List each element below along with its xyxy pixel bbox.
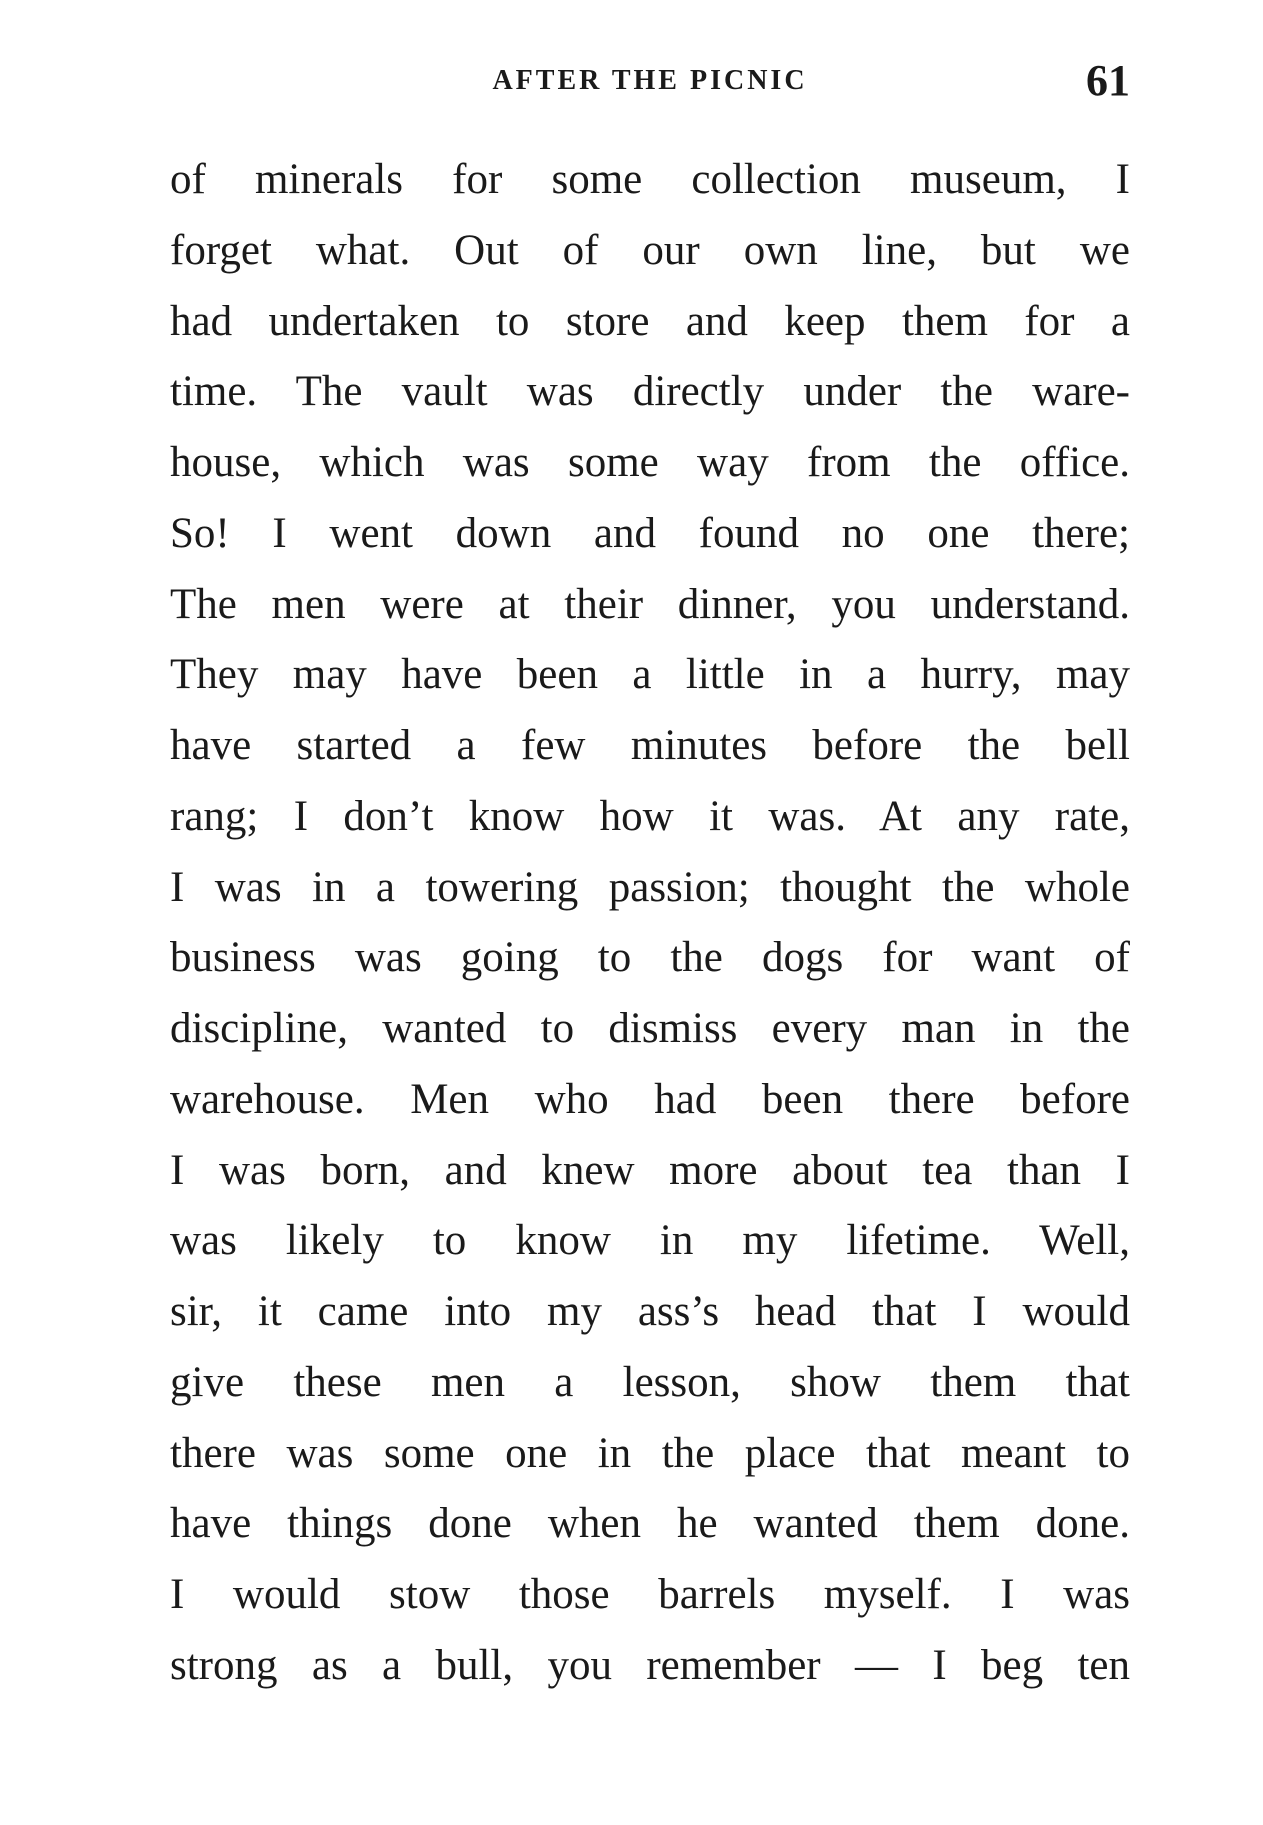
text-line: of minerals for some collection museum, I <box>170 156 1130 203</box>
running-head <box>170 55 1130 105</box>
text-line: I was born, and knew more about tea than I <box>170 1146 1130 1194</box>
text-line: business was going to the dogs for want of <box>170 934 1130 982</box>
text-line: have things done when he wanted them done. <box>170 1500 1130 1548</box>
text-line: have started a few minutes before the bell <box>170 722 1130 769</box>
text-line: sir, it came into my ass’s head that I would <box>170 1288 1130 1335</box>
text-line: warehouse. Men who had been there before <box>170 1075 1130 1123</box>
text-line: So! I went down and found no one there; <box>170 509 1130 557</box>
text-line: time. The vault was directly under the ware- <box>170 368 1130 416</box>
text-line: They may have been a little in a hurry, may <box>170 651 1130 699</box>
page-number: 61 <box>1086 56 1130 105</box>
text-line: The men were at their dinner, you understand. <box>170 580 1130 628</box>
text-line: I would stow those barrels myself. I was <box>170 1571 1130 1618</box>
running-title: AFTER THE PICNIC <box>492 65 808 96</box>
text-line: rang; I don’t know how it was. At any rate, <box>170 792 1130 840</box>
text-line: had undertaken to store and keep them for a <box>170 297 1130 345</box>
text-line: strong as a bull, you remember — I beg ten <box>170 1641 1130 1689</box>
text-line: forget what. Out of our own line, but we <box>170 226 1130 274</box>
text-line: house, which was some way from the office. <box>170 439 1130 486</box>
text-line: I was in a towering passion; thought the whole <box>170 863 1130 911</box>
text-line: was likely to know in my lifetime. Well, <box>170 1217 1130 1265</box>
body-text <box>170 145 1130 1702</box>
text-line: discipline, wanted to dismiss every man in the <box>170 1005 1130 1052</box>
text-line: give these men a lesson, show them that <box>170 1358 1130 1406</box>
text-line: there was some one in the place that meant to <box>170 1429 1130 1477</box>
